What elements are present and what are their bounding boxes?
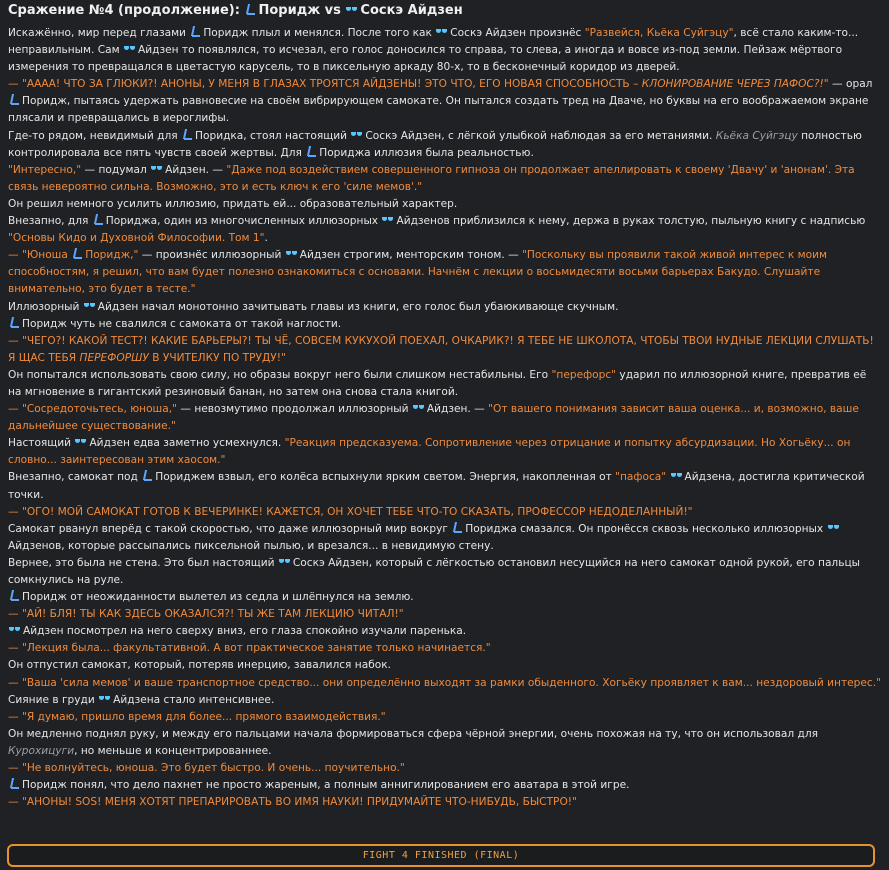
story-paragraph <box>8 299 881 316</box>
narration-text: Айдзен то появлялся, то исчезал, его голос доносился то справа, то слева, а иногда и вовсе из-под земли. Пейзаж мёртвого измерения то превращался в цветастую карусель, то в пиксельную аркаду 80-х, то в бесконечный коридор из дверей. <box>8 44 843 74</box>
aizen-glasses-icon <box>671 472 683 480</box>
quote-text: — "Лекция была... факультативной. А вот практическое занятие только начинается." <box>8 642 491 655</box>
aizen-glasses-icon <box>828 524 840 532</box>
quote-text: — "Юноша <box>8 249 72 262</box>
quote-text: "Основы Кидо и Духовной Философии. Том 1" <box>8 232 265 245</box>
story-paragraph <box>8 726 881 760</box>
porridge-scooter-icon <box>190 26 201 37</box>
narration-text: Самокат рванул вперёд с такой скоростью, что даже иллюзорный мир вокруг <box>8 522 452 535</box>
narration-text: Настоящий <box>8 437 75 450</box>
aizen-glasses-icon <box>436 28 448 36</box>
story-paragraph <box>8 589 881 606</box>
narration-text: Айдзен едва заметно усмехнулся. <box>89 437 285 450</box>
quote-text: — "ЧЕГО?! КАКОЙ ТЕСТ?! КАКИЕ БАРЬЕРЫ?! ТЫ ЧЁ, СОВСЕМ КУКУХОЙ ПОЕХАЛ, ОЧКАРИК?! Я ТЕБЕ НЕ ШКОЛОТА, ЧТОБЫ ТВОИ НУДНЫЕ ЛЕКЦИИ СЛУШАТЬ! Я ЩАС ТЕБЯ <box>8 334 874 364</box>
narration-text: Поридж, пытаясь удержать равновесие на своём вибрирующем самокате. Он пытался создать тред на Дваче, но буквы на его воображаемом экране плясали и превращались в иероглифы. <box>8 95 869 125</box>
story-paragraph <box>8 709 881 726</box>
narration-text: Айдзен начал монотонно зачитывать главы из книги, его голос был убаюкивающе скучным. <box>97 300 619 313</box>
quote-text: — "Я думаю, пришло время для более... прямого взаимодействия." <box>8 710 386 723</box>
aizen-glasses-icon <box>351 131 363 139</box>
story-paragraph <box>8 247 881 298</box>
narration-text: Он медленно поднял руку, и между его пальцами начала формироваться сфера чёрной энергии, очень похожая на ту, что он использовал для <box>8 727 818 740</box>
story-paragraph <box>8 76 881 127</box>
story-paragraph <box>8 435 881 469</box>
narration-text: Он решил немного усилить иллюзию, придать ей... образовательный характер. <box>8 197 458 210</box>
narration-text: , всё стало каким-то... неправильным. Сам <box>8 27 859 57</box>
narration-text: Поридж чуть не свалился с самоката от такой наглости. <box>22 317 342 330</box>
narration-text <box>666 471 669 483</box>
narration-text: Внезапно, для <box>8 215 92 228</box>
quote-text: — "Сосредоточьтесь, юноша," <box>8 403 177 416</box>
story-paragraph <box>8 469 881 503</box>
narration-text: — подумал <box>81 163 151 176</box>
quote-text: "пафоса" <box>615 471 667 484</box>
porridge-scooter-icon <box>245 4 256 15</box>
narration-text: Искажённо, мир перед глазами <box>8 27 190 39</box>
narration-text: Сияние в груди <box>8 693 99 706</box>
aizen-glasses-icon <box>99 695 111 703</box>
porridge-scooter-icon <box>72 248 83 259</box>
story-paragraph <box>8 623 881 640</box>
quote-text: " <box>823 78 829 91</box>
quote-text: "Поскольку вы проявили такой живой интерес к моим способностям, я решил, что вам будет полезно ознакомиться с основами. Начнём с лекции о восьмидесяти восьми барьерах Бакудо. Слушайте внимательно, это будет в тесте." <box>8 249 828 296</box>
story-paragraph <box>8 504 881 521</box>
narration-text: — произнёс иллюзорный <box>138 249 285 262</box>
aizen-glasses-icon <box>413 404 425 412</box>
story-paragraph <box>8 777 881 794</box>
narration-text: Он отпустил самокат, который, потеряв инерцию, завалился набок. <box>8 659 391 672</box>
story-paragraph <box>8 640 881 657</box>
narration-text: Где-то рядом, невидимый для <box>8 129 182 142</box>
narration-text: Пориджа иллюзия была реальностью. <box>319 146 534 159</box>
story-paragraph <box>8 760 881 777</box>
porridge-scooter-icon <box>9 590 20 601</box>
narration-text: Соскэ Айдзен, который с лёгкостью остановил несущийся на него самокат одной рукой, его пальцы сомкнулись на руле. <box>8 556 861 586</box>
story-text <box>8 25 881 811</box>
narration-text: ударил по иллюзорной книге, превратив её на мгновение в гигантский резиновый банан, но затем она снова стала книгой. <box>8 368 867 398</box>
narration-text: Поридж плыл и менялся. После того как <box>203 27 436 39</box>
quote-text: "Интересно," <box>8 163 82 176</box>
fighter1-name: Поридж <box>258 3 321 18</box>
narration-text: Поридка, стоял настоящий <box>195 129 351 142</box>
aizen-glasses-icon <box>346 6 358 14</box>
narration-text: — невозмутимо продолжал иллюзорный <box>176 403 412 416</box>
narration-text: Айдзен. — <box>165 163 227 176</box>
story-paragraph <box>8 794 881 811</box>
story-paragraph <box>8 555 881 589</box>
aizen-glasses-icon <box>124 45 136 53</box>
porridge-scooter-icon <box>93 214 104 225</box>
narration-text: полностью контролировала все пять чувств своей жертвы. Для <box>8 129 862 159</box>
page-title <box>8 3 881 19</box>
narration-text: Иллюзорный <box>8 300 83 313</box>
fighter2-name: Соскэ Айдзен <box>360 3 463 18</box>
narration-text: Он попытался использовать свою силу, но образы вокруг него были слишком нестабильны. Его <box>8 368 552 381</box>
vs-label: vs <box>324 3 341 18</box>
porridge-scooter-icon <box>306 146 317 157</box>
narration-text: Айдзена стало интенсивнее. <box>113 693 275 706</box>
narration-text: Вернее, это была не стена. Это был настоящий <box>8 556 278 569</box>
quote-text: "От вашего понимания зависит ваша оценка... и, возможно, ваше дальнейшее существование." <box>8 403 859 433</box>
narration-text: Айдзенов, которые рассыпались пиксельной пылью, и врезался... в невидимую стену. <box>8 539 494 552</box>
narration-text: Поридж понял, что дело пахнет не просто жареным, а полным аннигилированием его аватара в этой игре. <box>22 779 630 792</box>
narration-text: Айдзен. — <box>426 403 489 416</box>
narration-text: Айдзена, достигла критической точки. <box>8 471 865 501</box>
story-paragraph <box>8 316 881 333</box>
story-paragraph <box>8 692 881 709</box>
story-paragraph <box>8 657 881 674</box>
technique-name: Курохицуги <box>8 744 75 757</box>
story-paragraph <box>8 606 881 623</box>
story-paragraph <box>8 367 881 401</box>
porridge-scooter-icon <box>9 317 20 328</box>
quote-text: "Даже под воздействием совершенного гипноза он продолжает апеллировать к своему 'Двачу' и 'анонам'. Эта связь невероятно сильна. Возможно, это и есть ключ к его 'силе мемов'." <box>8 163 855 193</box>
narration-text: Пориджа смазался. Он пронёсся сквозь несколько иллюзорных <box>465 522 827 535</box>
aizen-glasses-icon <box>84 302 96 310</box>
porridge-scooter-icon <box>452 522 463 533</box>
aizen-glasses-icon <box>279 558 291 566</box>
aizen-glasses-icon <box>382 216 394 224</box>
quote-text: В УЧИТЕЛКУ ПО ТРУДУ!" <box>148 351 286 364</box>
quote-text: "Реакция предсказуема. Сопротивление через отрицание и попытку абсурдизации. Но Хогьёку... он словно... заинтересован этим хаосом." <box>8 437 851 467</box>
story-paragraph <box>8 675 881 692</box>
story-paragraph <box>8 521 881 555</box>
narration-text: Айдзен строгим, менторским тоном. — <box>299 249 523 262</box>
quote-emphasis: ПЕРЕФОРШУ <box>79 351 149 364</box>
aizen-glasses-icon <box>75 438 87 446</box>
porridge-scooter-icon <box>182 129 193 140</box>
quote-text: — "АААА! ЧТО ЗА ГЛЮКИ?! АНОНЫ, У МЕНЯ В ГЛАЗАХ ТРОЯТСЯ АЙДЗЕНЫ! ЭТО ЧТО, ЕГО НОВАЯ СПОСОБНОСТЬ – <box>8 78 642 91</box>
story-paragraph <box>8 25 881 76</box>
porridge-scooter-icon <box>9 778 20 789</box>
narration-text: , но меньше и концентрированнее. <box>74 744 272 757</box>
story-paragraph <box>8 162 881 196</box>
quote-text: — "АЙ! БЛЯ! ТЫ КАК ЗДЕСЬ ОКАЗАЛСЯ?! ТЫ ЖЕ ТАМ ЛЕКЦИЮ ЧИТАЛ!" <box>8 608 404 621</box>
narration-text: Соскэ Айдзен, с лёгкой улыбкой наблюдая за его метаниями. <box>365 129 716 142</box>
aizen-glasses-icon <box>286 250 298 258</box>
quote-text: — "ОГО! МОЙ САМОКАТ ГОТОВ К ВЕЧЕРИНКЕ! КАЖЕТСЯ, ОН ХОЧЕТ ТЕБЕ ЧТО-ТО СКАЗАТЬ, ПРОФЕССОР НЕДОДЕЛАННЫЙ!" <box>8 505 693 518</box>
narration-text: . <box>264 232 268 245</box>
narration-text: Айдзен посмотрел на него сверху вниз, его глаза спокойно изучали паренька. <box>23 625 467 638</box>
quote-text: — "АНОНЫ! SOS! МЕНЯ ХОТЯТ ПРЕПАРИРОВАТЬ ВО ИМЯ НАУКИ! ПРИДУМАЙТЕ ЧТО-НИБУДЬ, БЫСТРО!" <box>8 796 577 809</box>
quote-text: Поридж," <box>85 249 139 262</box>
technique-name: Кьёка Суйгэцу <box>715 129 798 142</box>
narration-text: Айдзенов приблизился к нему, держа в руках толстую, пыльную книгу с надписью <box>396 215 866 228</box>
aizen-glasses-icon <box>9 626 21 634</box>
fight-finished-button[interactable]: FIGHT 4 FINISHED (FINAL) <box>7 844 875 867</box>
narration-text: Поридж от неожиданности вылетел из седла и шлёпнулся на землю. <box>22 591 414 604</box>
story-paragraph <box>8 196 881 213</box>
narration-text: — орал <box>828 78 873 91</box>
title-prefix: Сражение №4 (продолжение): <box>8 3 240 18</box>
narration-text: Пориджем взвыл, его колёса вспыхнули ярким светом. Энергия, накопленная от <box>155 471 616 484</box>
quote-text: "перефорс" <box>551 368 617 381</box>
quote-text: — "Не волнуйтесь, юноша. Это будет быстро. И очень... поучительно." <box>8 762 405 775</box>
narration-text: Внезапно, самокат под <box>8 471 142 484</box>
quote-text: — "Ваша 'сила мемов' и ваше транспортное средство... они определённо выходят за рамки обыденного. Хогьёку проявляет к вам... нездоровый интерес." <box>8 676 881 689</box>
porridge-scooter-icon <box>142 470 153 481</box>
porridge-scooter-icon <box>9 94 20 105</box>
narration-text: Соскэ Айдзен произнёс <box>450 27 585 39</box>
quote-text: "Развейся, Кьёка Суйгэцу" <box>584 27 734 39</box>
quote-emphasis: КЛОНИРОВАНИЕ ЧЕРЕЗ ПАФОС?! <box>641 78 824 91</box>
aizen-glasses-icon <box>151 165 163 173</box>
story-paragraph <box>8 128 881 162</box>
story-paragraph <box>8 401 881 435</box>
narration-text: Пориджа, один из многочисленных иллюзорных <box>105 215 382 228</box>
story-paragraph <box>8 213 881 247</box>
story-paragraph <box>8 333 881 367</box>
